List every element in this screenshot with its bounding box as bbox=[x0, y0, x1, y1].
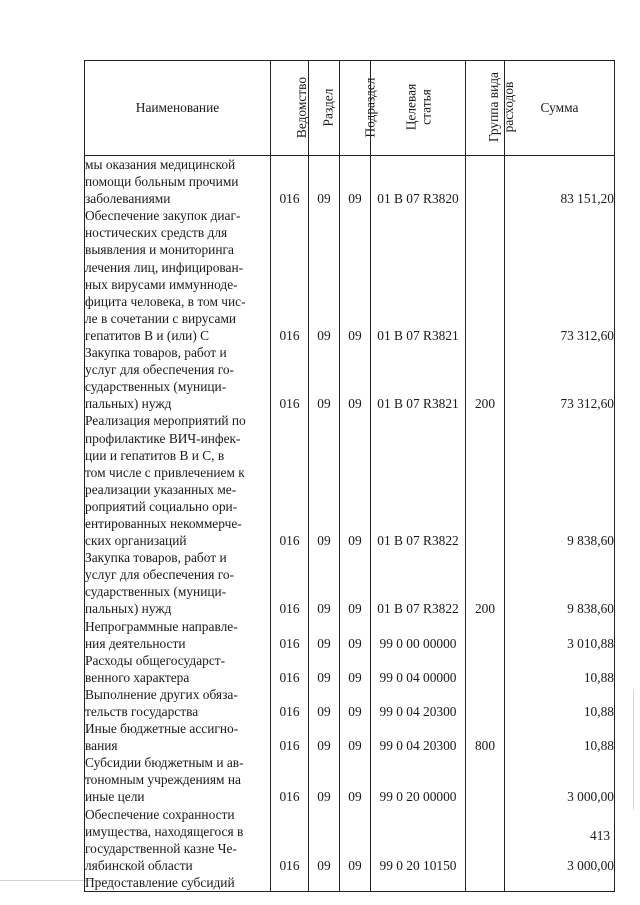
row-section: 09 bbox=[309, 549, 340, 617]
page-number: 413 bbox=[590, 828, 611, 843]
row-target: 99 0 00 00000 bbox=[371, 618, 466, 652]
row-ministry: 016 bbox=[271, 156, 309, 208]
row-sum: 83 151,20 bbox=[505, 156, 615, 208]
row-name-line: ских организаций bbox=[85, 533, 187, 549]
row-expense-group bbox=[466, 412, 505, 549]
row-name bbox=[85, 618, 271, 652]
row-target bbox=[371, 874, 466, 892]
row-name-line: ции и гепатитов В и С, в bbox=[85, 447, 225, 463]
row-target: 01 В 07 R3820 bbox=[371, 156, 466, 208]
row-name-line: Обеспечение закупок диаг- bbox=[85, 208, 241, 224]
row-name-line: государственной казне Че- bbox=[85, 840, 237, 856]
row-name-line: Обеспечение сохранности bbox=[85, 806, 235, 822]
row-sum: 3 000,00 bbox=[505, 806, 615, 874]
row-expense-group: 800 bbox=[466, 720, 505, 754]
row-subsection: 09 bbox=[340, 806, 371, 874]
header-ministry: Ведомство bbox=[271, 61, 309, 156]
row-name-line: сударственных (муници- bbox=[85, 379, 227, 395]
row-subsection: 09 bbox=[340, 720, 371, 754]
row-name-line: услуг для обеспечения го- bbox=[85, 362, 235, 378]
table-row bbox=[85, 806, 615, 874]
row-name bbox=[85, 754, 271, 805]
row-section: 09 bbox=[309, 720, 340, 754]
row-target: 01 В 07 R3821 bbox=[371, 207, 466, 344]
row-name-line: пальных) нужд bbox=[85, 601, 172, 617]
row-name-line: тельств государства bbox=[85, 704, 199, 719]
header-expense-group: Группа вида расходов bbox=[466, 61, 505, 156]
row-name-line: ностических средств для bbox=[85, 225, 228, 241]
row-sum: 9 838,60 bbox=[505, 412, 615, 549]
row-name-line: лябинской области bbox=[85, 857, 193, 873]
row-expense-group bbox=[466, 686, 505, 720]
scan-artifact-line bbox=[633, 690, 634, 810]
row-name bbox=[85, 156, 271, 208]
row-name bbox=[85, 549, 271, 617]
row-sum: 9 838,60 bbox=[505, 549, 615, 617]
row-target: 01 В 07 R3822 bbox=[371, 549, 466, 617]
row-subsection: 09 bbox=[340, 412, 371, 549]
row-target: 99 0 20 00000 bbox=[371, 754, 466, 805]
header-subsection: Подраздел bbox=[340, 61, 371, 156]
row-name-line: лечения лиц, инфицирован- bbox=[85, 259, 244, 275]
row-name-line: Иные бюджетные ассигно- bbox=[85, 721, 239, 737]
table-row bbox=[85, 412, 615, 549]
row-name-line: Закупка товаров, работ и bbox=[85, 345, 227, 361]
row-name-line: пальных) нужд bbox=[85, 396, 172, 412]
row-sum: 73 312,60 bbox=[505, 207, 615, 344]
row-ministry: 016 bbox=[271, 207, 309, 344]
row-subsection: 09 bbox=[340, 549, 371, 617]
row-sum: 73 312,60 bbox=[505, 344, 615, 412]
row-name bbox=[85, 344, 271, 412]
row-name bbox=[85, 874, 271, 892]
row-name-line: Предоставление субсидий bbox=[85, 874, 235, 890]
row-sum: 10,88 bbox=[505, 652, 615, 686]
row-expense-group bbox=[466, 806, 505, 874]
table-row bbox=[85, 618, 615, 652]
row-name-line: реализации указанных ме- bbox=[85, 481, 237, 497]
row-expense-group bbox=[466, 618, 505, 652]
row-target: 99 0 20 10150 bbox=[371, 806, 466, 874]
row-sum: 10,88 bbox=[505, 686, 615, 720]
row-name-line: сударственных (муници- bbox=[85, 584, 227, 600]
row-subsection bbox=[340, 874, 371, 892]
row-name-line: Закупка товаров, работ и bbox=[85, 550, 227, 566]
row-name-line: фицита человека, в том чис- bbox=[85, 293, 246, 309]
row-name-line: заболеваниями bbox=[85, 191, 171, 207]
row-name-line: мы оказания медицинской bbox=[85, 157, 236, 172]
row-subsection: 09 bbox=[340, 618, 371, 652]
row-ministry: 016 bbox=[271, 652, 309, 686]
row-name-line: Реализация мероприятий по bbox=[85, 413, 246, 429]
row-section: 09 bbox=[309, 806, 340, 874]
row-name-line: ентированных некоммерче- bbox=[85, 515, 242, 531]
row-target: 01 В 07 R3822 bbox=[371, 412, 466, 549]
header-sum: Сумма bbox=[505, 61, 615, 156]
budget-table bbox=[84, 60, 615, 892]
row-name-line: Выполнение других обяза- bbox=[85, 686, 238, 702]
row-expense-group bbox=[466, 156, 505, 208]
row-target: 99 0 04 00000 bbox=[371, 652, 466, 686]
row-name-line: услуг для обеспечения го- bbox=[85, 567, 235, 583]
table-row bbox=[85, 652, 615, 686]
row-name-line: том числе с привлечением к bbox=[85, 464, 245, 480]
row-name-line: ных вирусами иммунноде- bbox=[85, 276, 238, 292]
row-target: 99 0 04 20300 bbox=[371, 686, 466, 720]
row-name bbox=[85, 652, 271, 686]
row-ministry: 016 bbox=[271, 754, 309, 805]
row-name bbox=[85, 806, 271, 874]
row-target: 01 В 07 R3821 bbox=[371, 344, 466, 412]
table-header-row bbox=[85, 61, 615, 156]
table-row bbox=[85, 686, 615, 720]
row-ministry bbox=[271, 874, 309, 892]
row-section: 09 bbox=[309, 754, 340, 805]
row-name-line: профилактике ВИЧ-инфек- bbox=[85, 430, 241, 446]
row-subsection: 09 bbox=[340, 156, 371, 208]
row-expense-group: 200 bbox=[466, 549, 505, 617]
row-subsection: 09 bbox=[340, 652, 371, 686]
row-name-line: вания bbox=[85, 738, 118, 754]
table-row bbox=[85, 207, 615, 344]
row-expense-group bbox=[466, 207, 505, 344]
row-ministry: 016 bbox=[271, 344, 309, 412]
row-sum: 3 010,88 bbox=[505, 618, 615, 652]
table-row bbox=[85, 720, 615, 754]
row-name-line: ния деятельности bbox=[85, 635, 186, 651]
row-expense-group bbox=[466, 874, 505, 892]
row-name bbox=[85, 720, 271, 754]
row-sum: 3 000,00 bbox=[505, 754, 615, 805]
row-name-line: выявления и мониторинга bbox=[85, 242, 234, 258]
row-name-line: Непрограммные направле- bbox=[85, 618, 238, 634]
row-section: 09 bbox=[309, 652, 340, 686]
row-name bbox=[85, 412, 271, 549]
row-name-line: Расходы общегосударст- bbox=[85, 652, 226, 668]
row-section: 09 bbox=[309, 344, 340, 412]
row-ministry: 016 bbox=[271, 549, 309, 617]
row-ministry: 016 bbox=[271, 686, 309, 720]
row-subsection: 09 bbox=[340, 344, 371, 412]
row-target: 99 0 04 20300 bbox=[371, 720, 466, 754]
row-expense-group bbox=[466, 754, 505, 805]
row-name-line: тономным учреждениям на bbox=[85, 772, 241, 788]
header-section: Раздел bbox=[309, 61, 340, 156]
row-ministry: 016 bbox=[271, 806, 309, 874]
row-expense-group: 200 bbox=[466, 344, 505, 412]
row-ministry: 016 bbox=[271, 412, 309, 549]
row-name-line: роприятий социально ори- bbox=[85, 498, 238, 514]
table-row bbox=[85, 754, 615, 805]
row-section: 09 bbox=[309, 207, 340, 344]
row-sum bbox=[505, 874, 615, 892]
table-row bbox=[85, 874, 615, 892]
row-section bbox=[309, 874, 340, 892]
row-section: 09 bbox=[309, 686, 340, 720]
header-target: Целевая статья bbox=[371, 61, 466, 156]
row-name-line: ле в сочетании с вирусами bbox=[85, 310, 237, 326]
row-name-line: гепатитов В и (или) С bbox=[85, 327, 210, 343]
row-name-line: венного характера bbox=[85, 669, 190, 685]
table-row bbox=[85, 549, 615, 617]
row-name bbox=[85, 686, 271, 720]
row-name-line: имущества, находящегося в bbox=[85, 823, 244, 839]
row-subsection: 09 bbox=[340, 686, 371, 720]
row-name-line: Субсидии бюджетным и ав- bbox=[85, 755, 244, 771]
row-section: 09 bbox=[309, 618, 340, 652]
header-name: Наименование bbox=[85, 61, 271, 156]
table-row bbox=[85, 344, 615, 412]
table-row bbox=[85, 156, 615, 208]
row-name-line: помощи больным прочими bbox=[85, 174, 239, 190]
row-ministry: 016 bbox=[271, 720, 309, 754]
row-section: 09 bbox=[309, 412, 340, 549]
row-ministry: 016 bbox=[271, 618, 309, 652]
row-subsection: 09 bbox=[340, 754, 371, 805]
row-subsection: 09 bbox=[340, 207, 371, 344]
row-expense-group bbox=[466, 652, 505, 686]
row-sum: 10,88 bbox=[505, 720, 615, 754]
row-name-line: иные цели bbox=[85, 789, 145, 805]
row-section: 09 bbox=[309, 156, 340, 208]
row-name bbox=[85, 207, 271, 344]
